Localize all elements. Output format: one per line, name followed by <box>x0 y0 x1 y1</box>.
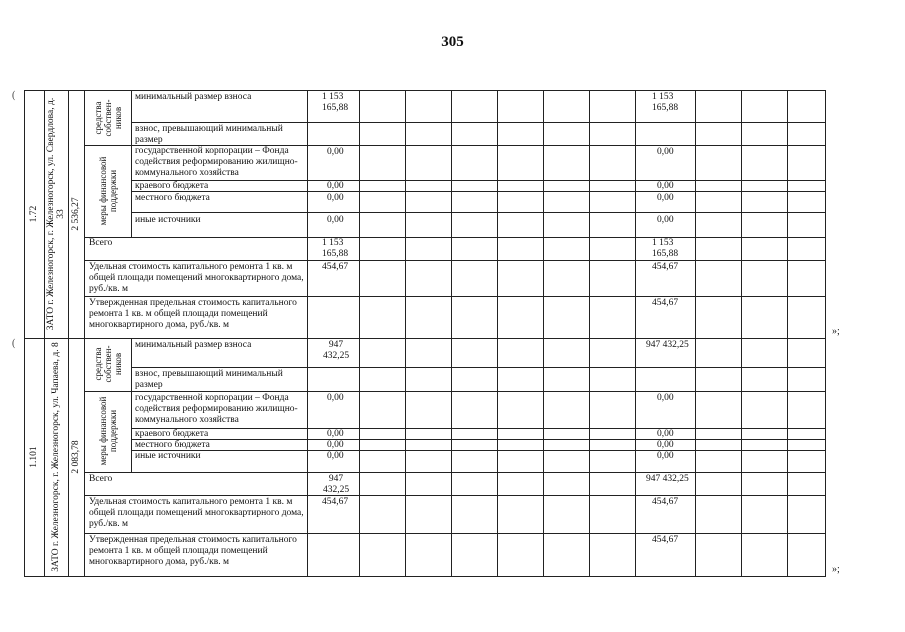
row-label-local: местного бюджета <box>135 193 210 203</box>
row-label-total: Всего <box>89 238 113 248</box>
block-address: ЗАТО г. Железногорск, г. Железногорск, ул. Чапаева, д. 8 <box>51 342 61 572</box>
value-col2: 0,00 <box>657 181 674 191</box>
row-label-unit-cost: Удельная стоимость капитального ремонта 1 кв. м общей площади помещений многоквартирного дома, руб./кв. м <box>89 497 304 529</box>
value-col2: 947 432,25 <box>646 474 689 484</box>
row-label-over-min: взнос, превышающий минимальный размер <box>135 124 283 145</box>
svg-text:(: ( <box>12 90 16 101</box>
group-financial-support: меры финансовой поддержки <box>98 396 118 466</box>
block-index: 1.72 <box>29 205 39 223</box>
row-label-total: Всего <box>89 474 113 484</box>
row-label-min-fee: минимальный размер взноса <box>135 340 252 350</box>
value-col2: 0,00 <box>657 215 674 225</box>
value-col2: 0,00 <box>657 147 674 157</box>
value-col2: 0,00 <box>657 451 674 461</box>
value-col1: 0,00 <box>327 147 344 157</box>
row-label-regional: краевого бюджета <box>135 429 209 439</box>
value-col1: 0,00 <box>327 451 344 461</box>
closing-quote-mark: »; <box>832 564 840 575</box>
value-col2: 454,67 <box>652 262 679 272</box>
value-col1: 454,67 <box>322 497 349 507</box>
row-label-local: местного бюджета <box>135 440 210 450</box>
value-col2: 0,00 <box>657 393 674 403</box>
closing-quote-mark: »; <box>832 326 840 337</box>
row-label-state-corp: государственной корпорации – Фонда содействия реформированию жилищно-коммунального хозяйства <box>135 393 298 425</box>
row-label-min-fee: минимальный размер взноса <box>135 92 252 102</box>
value-col2: 0,00 <box>657 193 674 203</box>
value-col2: 454,67 <box>652 298 679 308</box>
value-col2: 0,00 <box>657 429 674 439</box>
block-area: 2 083,78 <box>71 440 81 474</box>
value-col2: 454,67 <box>652 497 679 507</box>
row-label-limit-cost: Утвержденная предельная стоимость капитального ремонта 1 кв. м общей площади помещений многоквартирного дома, руб./кв. м <box>89 298 297 330</box>
page-number: 305 <box>441 34 464 50</box>
value-col2: 0,00 <box>657 440 674 450</box>
value-col1: 1 153 165,88 <box>322 238 349 259</box>
value-col1: 0,00 <box>327 393 344 403</box>
group-own-funds: средства собствен-ников <box>93 99 123 137</box>
value-col2: 1 153 165,88 <box>652 92 679 113</box>
value-col1: 0,00 <box>327 215 344 225</box>
group-own-funds: средства собствен-ников <box>93 345 123 383</box>
group-financial-support: меры финансовой поддержки <box>98 156 118 226</box>
value-col1: 1 153 165,88 <box>322 92 349 113</box>
value-col2: 1 153 165,88 <box>652 238 679 259</box>
value-col1: 454,67 <box>322 262 349 272</box>
svg-text:(: ( <box>12 338 16 349</box>
value-col1: 947 432,25 <box>322 474 350 495</box>
block-index: 1.101 <box>29 446 39 468</box>
value-col1: 0,00 <box>327 193 344 203</box>
value-col2: 454,67 <box>652 535 679 545</box>
row-label-regional: краевого бюджета <box>135 181 209 191</box>
row-label-state-corp: государственной корпорации – Фонда содействия реформированию жилищно-коммунального хозяйства <box>135 146 298 178</box>
value-col1: 947 432,25 <box>322 340 350 361</box>
row-label-over-min: взнос, превышающий минимальный размер <box>135 369 283 390</box>
value-col1: 0,00 <box>327 440 344 450</box>
value-col1: 0,00 <box>327 181 344 191</box>
block-area: 2 536,27 <box>71 197 81 231</box>
row-label-other: иные источники <box>135 215 201 225</box>
value-col1: 0,00 <box>327 429 344 439</box>
row-label-limit-cost: Утвержденная предельная стоимость капитального ремонта 1 кв. м общей площади помещений многоквартирного дома, руб./кв. м <box>89 535 297 567</box>
value-col2: 947 432,25 <box>646 340 689 350</box>
row-label-unit-cost: Удельная стоимость капитального ремонта 1 кв. м общей площади помещений многоквартирного дома, руб./кв. м <box>89 262 304 294</box>
block-address: ЗАТО г. Железногорск, г. Железногорск, ул. Свердлова, д. 33 <box>46 97 66 331</box>
row-label-other: иные источники <box>135 451 201 461</box>
